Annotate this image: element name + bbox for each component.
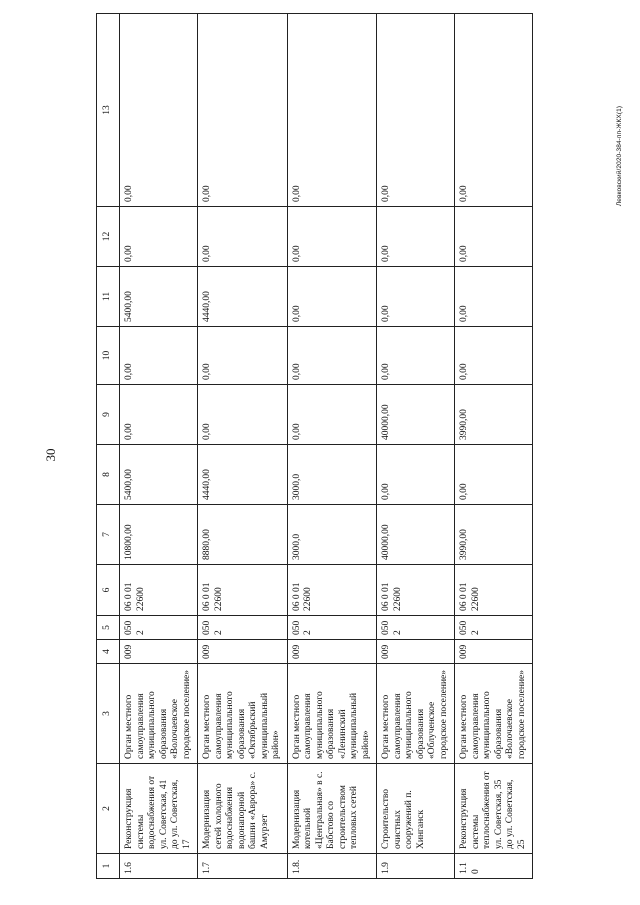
cell-col6: 06 0 01 22600 [377, 565, 455, 616]
cell-col12: 0,00 [198, 207, 288, 267]
cell-col5: 0502 [198, 616, 288, 640]
column-header: 4 [97, 640, 120, 664]
cell-col9: 0,00 [120, 385, 198, 445]
project-name: Модернизация сетей холодного водоснабжения водонапорной башни «Аврора» с. Амурзет [198, 764, 288, 854]
cell-col10: 0,00 [287, 327, 377, 385]
row-number: 1.8. [287, 854, 377, 879]
cell-col10: 0,00 [455, 327, 533, 385]
cell-col4: 009 [120, 640, 198, 664]
column-header: 7 [97, 505, 120, 565]
cell-col13: 0,00 [377, 14, 455, 207]
column-header: 2 [97, 764, 120, 854]
column-header: 13 [97, 14, 120, 207]
cell-col7: 3000,0 [287, 505, 377, 565]
column-header: 1 [97, 854, 120, 879]
cell-col5: 0502 [120, 616, 198, 640]
cell-col13: 0,00 [287, 14, 377, 207]
column-header: 3 [97, 664, 120, 764]
cell-col5: 0502 [455, 616, 533, 640]
cell-col13: 0,00 [120, 14, 198, 207]
header-row [97, 14, 120, 879]
cell-col11: 5400,00 [120, 267, 198, 327]
cell-col13: 0,00 [198, 14, 288, 207]
cell-col5: 0502 [377, 616, 455, 640]
cell-col10: 0,00 [377, 327, 455, 385]
project-name: Реконструкция системы водоснабжения от ул. Советская, 41 до ул. Советская, 17 [120, 764, 198, 854]
authority: Орган местного самоуправления муниципального образования «Октябрьский муниципальный район» [198, 664, 288, 764]
cell-col4: 009 [287, 640, 377, 664]
data-table [96, 13, 533, 879]
table-row [377, 14, 455, 879]
cell-col4: 009 [455, 640, 533, 664]
cell-col13: 0,00 [455, 14, 533, 207]
cell-col8: 0,00 [455, 445, 533, 505]
cell-col9: 40000,00 [377, 385, 455, 445]
cell-col11: 0,00 [455, 267, 533, 327]
column-header: 8 [97, 445, 120, 505]
cell-col4: 009 [377, 640, 455, 664]
column-header: 9 [97, 385, 120, 445]
cell-col12: 0,00 [455, 207, 533, 267]
cell-col8: 4440,00 [198, 445, 288, 505]
cell-col6: 06 0 01 22600 [287, 565, 377, 616]
row-number: 1.10 [455, 854, 533, 879]
column-header: 5 [97, 616, 120, 640]
cell-col6: 06 0 01 22600 [198, 565, 288, 616]
cell-col6: 06 0 01 22600 [455, 565, 533, 616]
cell-col12: 0,00 [377, 207, 455, 267]
cell-col7: 8880,00 [198, 505, 288, 565]
column-header: 11 [97, 267, 120, 327]
table-row [287, 14, 377, 879]
project-name: Строительство очистных сооружений п. Хинганск [377, 764, 455, 854]
page-number: 30 [43, 448, 58, 462]
table-sheet [96, 14, 527, 879]
rotated-table-container [96, 14, 527, 879]
column-header: 6 [97, 565, 120, 616]
document-code: Левковский/2020-384-пп-ЖКХ(1) [616, 105, 623, 207]
authority: Орган местного самоуправления муниципального образования «Волочаевское городское поселение» [120, 664, 198, 764]
project-name: Реконструкция системы теплоснабжения от ул. Советская, 35 до ул. Советская, 25 [455, 764, 533, 854]
row-number: 1.7 [198, 854, 288, 879]
row-number: 1.6 [120, 854, 198, 879]
cell-col5: 0502 [287, 616, 377, 640]
cell-col10: 0,00 [198, 327, 288, 385]
project-name: Модернизация котельной «Центральная» в с. Бабстово со строительством тепловых сетей [287, 764, 377, 854]
cell-col12: 0,00 [287, 207, 377, 267]
cell-col8: 3000,0 [287, 445, 377, 505]
cell-col11: 0,00 [377, 267, 455, 327]
cell-col4: 009 [198, 640, 288, 664]
column-header: 12 [97, 207, 120, 267]
table-row [455, 14, 533, 879]
cell-col7: 10800,00 [120, 505, 198, 565]
cell-col9: 3990,00 [455, 385, 533, 445]
row-number: 1.9 [377, 854, 455, 879]
cell-col10: 0,00 [120, 327, 198, 385]
cell-col6: 06 0 01 22600 [120, 565, 198, 616]
cell-col12: 0,00 [120, 207, 198, 267]
cell-col11: 4440,00 [198, 267, 288, 327]
authority: Орган местного самоуправления муниципального образования «Облученское городское поселение» [377, 664, 455, 764]
table-row [120, 14, 198, 879]
cell-col8: 5400,00 [120, 445, 198, 505]
authority: Орган местного самоуправления муниципального образования «Ленинский муниципальный район» [287, 664, 377, 764]
table-row [198, 14, 288, 879]
cell-col9: 0,00 [287, 385, 377, 445]
cell-col9: 0,00 [198, 385, 288, 445]
authority: Орган местного самоуправления муниципального образования «Волочаевское городское поселение» [455, 664, 533, 764]
cell-col11: 0,00 [287, 267, 377, 327]
cell-col8: 0,00 [377, 445, 455, 505]
column-header: 10 [97, 327, 120, 385]
cell-col7: 40000,00 [377, 505, 455, 565]
cell-col7: 3990,00 [455, 505, 533, 565]
